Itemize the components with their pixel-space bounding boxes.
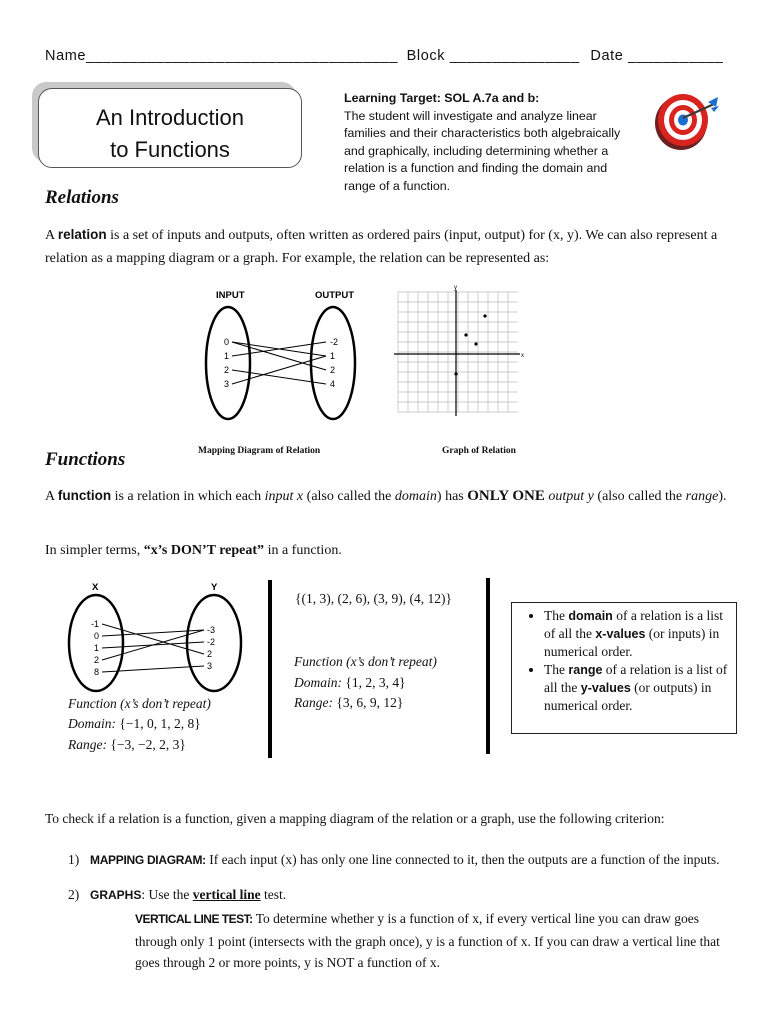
example-input-4: 8 bbox=[93, 667, 99, 677]
dom-lead: The bbox=[544, 608, 569, 623]
def-mid1: is a relation in which each bbox=[111, 489, 265, 504]
mapping-output-2: 2 bbox=[330, 365, 336, 375]
block-blank: _______________ bbox=[449, 48, 580, 64]
header-fields bbox=[45, 48, 723, 64]
dom-end: (or inputs) in numerical order. bbox=[544, 626, 720, 659]
mapping-input-2: 2 bbox=[223, 365, 229, 375]
def-end: ). bbox=[718, 489, 727, 504]
relations-heading: Relations bbox=[45, 187, 119, 208]
graph-point bbox=[454, 372, 457, 375]
target-dart-icon bbox=[648, 88, 720, 152]
mapping-caption: Mapping Diagram of Relation bbox=[198, 446, 321, 456]
y-values-term: y-values bbox=[580, 681, 631, 695]
mapping-input-3: 3 bbox=[223, 379, 229, 389]
dom-mid: of a relation is a list of all the bbox=[544, 608, 724, 641]
domain-term: domain bbox=[568, 609, 613, 623]
example-output-1: -2 bbox=[207, 637, 216, 647]
x-values-term: x-values bbox=[595, 627, 646, 641]
item1-text: If each input (x) has only one line connected to it, then the outputs are a function of the inputs. bbox=[205, 852, 720, 867]
rng-mid: of a relation is a list of all the bbox=[544, 662, 728, 695]
learning-target bbox=[344, 90, 684, 195]
mapping-output-0: -2 bbox=[330, 337, 339, 347]
mapping-input-label: INPUT bbox=[216, 290, 245, 301]
graph-point bbox=[483, 314, 486, 317]
divider-1 bbox=[268, 580, 272, 758]
example1-domain bbox=[68, 716, 201, 732]
date-blank: ___________ bbox=[628, 48, 724, 64]
date-label: Date bbox=[590, 48, 624, 64]
relation-term: relation bbox=[57, 227, 107, 242]
example-output-3: 3 bbox=[207, 661, 213, 671]
vlt-label: VERTICAL LINE TEST: bbox=[135, 912, 253, 926]
item2-mid: : Use the bbox=[141, 887, 193, 902]
functions-heading: Functions bbox=[45, 449, 126, 470]
function-term: function bbox=[57, 488, 112, 503]
def-range: range bbox=[685, 489, 719, 504]
example2-range-label: Range: bbox=[294, 695, 333, 710]
divider-2 bbox=[486, 578, 490, 754]
learning-target-text: The student will investigate and analyze linear families and their characteristics both algebraically and graphically, including determining whether a relation is a function and finding the domain and range of a function. bbox=[344, 108, 621, 193]
mapping-output-label: OUTPUT bbox=[315, 290, 355, 301]
rng-end: (or outputs) in numerical order. bbox=[544, 680, 712, 713]
def-input: input x bbox=[264, 489, 304, 504]
def-mid2: (also called the bbox=[303, 489, 395, 504]
graph-x-label: x bbox=[521, 353, 524, 359]
range-definition bbox=[544, 661, 728, 715]
graph-point bbox=[464, 333, 467, 336]
def-lead: A bbox=[45, 489, 58, 504]
item1-number: 1) bbox=[68, 852, 80, 867]
example1-range-label: Range: bbox=[68, 737, 107, 752]
def-mid5: (also called the bbox=[593, 489, 686, 504]
graph-y-label: y bbox=[454, 285, 457, 291]
example-input-2: 1 bbox=[93, 643, 99, 653]
relation-graph bbox=[392, 282, 532, 422]
relations-para-lead: A bbox=[45, 228, 58, 243]
example-y-label: Y bbox=[211, 582, 218, 593]
mapping-input-1: 1 bbox=[223, 351, 229, 361]
name-label: Name bbox=[45, 48, 87, 64]
vertical-line-term: vertical line bbox=[192, 887, 261, 902]
example2-domain-label: Domain: bbox=[294, 675, 342, 690]
item2-end: test. bbox=[260, 887, 287, 902]
example-x-label: X bbox=[92, 582, 99, 593]
block-label: Block bbox=[406, 48, 446, 64]
example-input-0: -1 bbox=[90, 619, 99, 629]
simpler-lead: In simpler terms, bbox=[45, 543, 144, 558]
mapping-output-3: 4 bbox=[330, 379, 336, 389]
example1-domain-label: Domain: bbox=[68, 716, 116, 731]
example2-domain-value: {1, 2, 3, 4} bbox=[345, 675, 406, 690]
item2-number: 2) bbox=[68, 887, 80, 902]
item1-label: MAPPING DIAGRAM: bbox=[90, 853, 206, 867]
example2-pairs: {(1, 3), (2, 6), (3, 9), (4, 12)} bbox=[295, 591, 452, 606]
example-input-3: 2 bbox=[93, 655, 99, 665]
vertical-line-test bbox=[135, 908, 725, 974]
example2-range-value: {3, 6, 9, 12} bbox=[336, 695, 404, 710]
criterion-mapping bbox=[90, 851, 730, 869]
relations-para-rest: is a set of inputs and outputs, often written as ordered pairs (input, output) for (x, y). We can also represent a relation as a mapping diagram or a graph. For example, the relation can be represented as: bbox=[45, 228, 718, 266]
def-mid3: ) has bbox=[436, 489, 468, 504]
name-blank: ____________________________________ bbox=[86, 48, 399, 64]
function-definition bbox=[45, 484, 735, 508]
learning-target-label: Learning Target: SOL A.7a and b: bbox=[344, 91, 540, 105]
example1-range-value: {−3, −2, 2, 3} bbox=[110, 737, 186, 752]
graph-caption: Graph of Relation bbox=[442, 446, 516, 456]
def-output: output y bbox=[548, 489, 594, 504]
title-line-2: to Functions bbox=[110, 137, 230, 162]
vlt-text: To determine whether y is a function of x, if every vertical line you can draw goes through only 1 point (intersects with the graph once), y is a function of x. If you can draw a vertical line that goes through 2 or more points, y is NOT a function of x. bbox=[135, 911, 720, 970]
function-mapping-diagram bbox=[62, 578, 252, 708]
title-line-1: An Introduction bbox=[96, 105, 244, 130]
example1-caption: Function (x’s don’t repeat) bbox=[68, 696, 211, 711]
example2-caption: Function (x’s don’t repeat) bbox=[294, 654, 437, 669]
example2-range bbox=[294, 695, 403, 711]
relations-paragraph bbox=[45, 223, 735, 270]
example2-domain bbox=[294, 675, 406, 691]
example1-range bbox=[68, 737, 186, 753]
example-input-1: 0 bbox=[93, 631, 99, 641]
simpler-end: in a function. bbox=[264, 543, 342, 558]
graph-point bbox=[474, 342, 477, 345]
example1-domain-value: {−1, 0, 1, 2, 8} bbox=[119, 716, 201, 731]
criterion-graphs bbox=[90, 886, 286, 904]
domain-range-definitions bbox=[511, 602, 737, 734]
relation-mapping-diagram bbox=[198, 280, 368, 425]
def-domain: domain bbox=[394, 489, 437, 504]
range-term: range bbox=[568, 663, 603, 677]
title-box bbox=[38, 88, 302, 168]
domain-definition bbox=[544, 607, 728, 661]
simpler-terms bbox=[45, 539, 735, 562]
check-intro: To check if a relation is a function, given a mapping diagram of the relation or a graph, use the following criterion: bbox=[45, 811, 665, 826]
example-output-0: -3 bbox=[207, 625, 216, 635]
mapping-output-1: 1 bbox=[330, 351, 336, 361]
def-only-one: ONLY ONE bbox=[467, 488, 545, 504]
item2-label: GRAPHS bbox=[90, 888, 142, 902]
example-output-2: 2 bbox=[207, 649, 213, 659]
rng-lead: The bbox=[544, 662, 569, 677]
simpler-bold: “x’s DON’T repeat” bbox=[143, 543, 265, 558]
mapping-input-0: 0 bbox=[223, 337, 229, 347]
